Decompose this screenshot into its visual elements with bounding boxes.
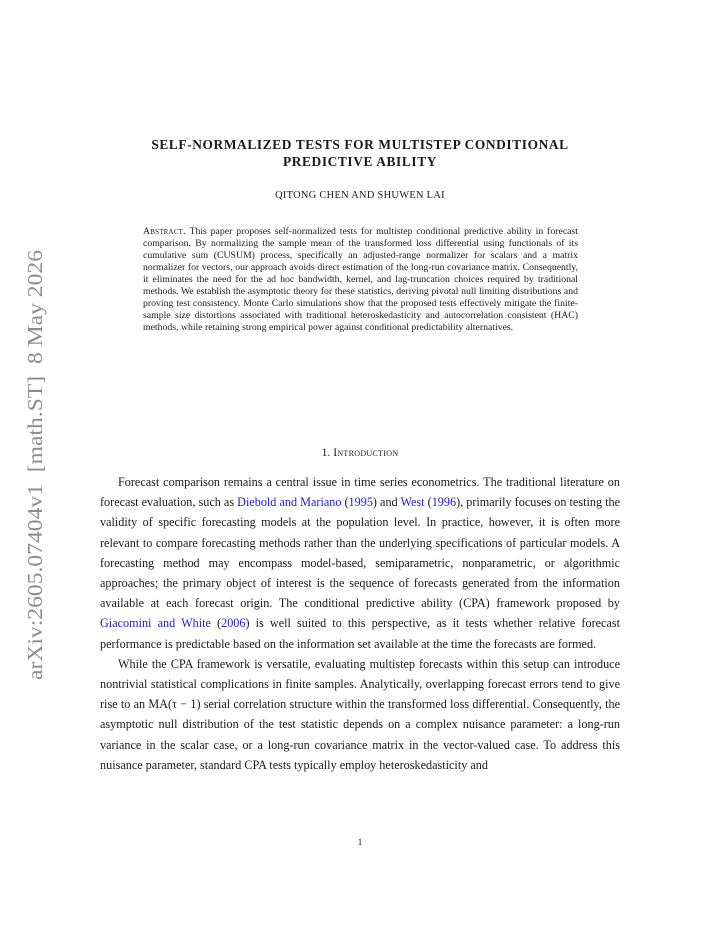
paragraph-text: Forecast comparison remains a central issue in time series econometrics. The traditional literature on forecast evaluation, such as (100, 475, 620, 510)
paragraph-text: ( (210, 616, 222, 631)
section-number: 1. (321, 446, 331, 459)
citation-year-link-1996[interactable]: 1996 (431, 495, 457, 510)
abstract-label: Abstract. (143, 226, 186, 237)
intro-paragraph-1 (100, 472, 620, 654)
section-title: Introduction (333, 446, 399, 459)
abstract (143, 226, 578, 334)
paper-authors: QITONG CHEN AND SHUWEN LAI (275, 190, 445, 201)
paper-title-line-2: PREDICTIVE ABILITY (282, 154, 438, 169)
arxiv-identifier-text: arXiv:2605.07404v1 [math.ST] 8 May 2026 (23, 297, 47, 680)
body-text (100, 472, 620, 775)
page-number: 1 (357, 838, 363, 848)
paragraph-text: ( (341, 495, 349, 510)
citation-year-link-1995[interactable]: 1995 (348, 495, 373, 510)
paragraph-text: ) is well suited to this perspective, as it tests whether relative forecast performance is predictable based on the information set available at the time the forecasts are formed. (100, 616, 620, 651)
intro-paragraph-2: While the CPA framework is versatile, evaluating multistep forecasts within this setup can introduce nontrivial statistical complications in finite samples. Analytically, overlapping forecast errors tend to give rise to an MA(τ − 1) serial correlation structure within the transformed loss differential. Consequently, the asymptotic null distribution of the test statistic depends on a complex nuisance parameter: a long-run variance in the scalar case, or a long-run covariance matrix in the vector-valued case. To address this nuisance parameter, standard CPA tests typically employ heteroskedasticity and (100, 656, 620, 772)
paragraph-text: ( (424, 495, 432, 510)
citation-link-giacomini-white[interactable]: Giacomini and White (100, 616, 211, 631)
paragraph-text: ), primarily focuses on testing the validity of specific forecasting models at the population level. In practice, however, it is often more relevant to compare forecasting methods rather than the underlying specifications of particular models. A forecasting method may encompass model-based, semiparametric, nonparametric, or algorithmic approaches; the primary object of interest is the sequence of forecasts generated from the information available at each forecast origin. The conditional predictive ability (CPA) framework proposed by (100, 495, 620, 611)
section-heading (100, 446, 620, 459)
abstract-paragraph (143, 226, 578, 334)
paragraph-text: ) and (372, 495, 401, 510)
arxiv-identifier-stamp (14, 250, 54, 680)
paper-title-line-1: SELF-NORMALIZED TESTS FOR MULTISTEP CONDITIONAL (151, 137, 569, 152)
citation-link-diebold-mariano[interactable]: Diebold and Mariano (237, 495, 342, 510)
citation-link-west[interactable]: West (400, 495, 425, 510)
paper-title (100, 136, 620, 170)
abstract-text: This paper proposes self-normalized tests for multistep conditional predictive ability in forecast comparison. By normalizing the sample mean of the transformed loss differential using functionals of its cumulative sum (CUSUM) process, specifically an adjusted-range normalizer for scalars and a matrix normalizer for vectors, our approach avoids direct estimation of the long-run covariance matrix. Consequently, it eliminates the need for the ad hoc bandwidth, kernel, and lag-truncation choices required by traditional methods. We establish the asymptotic theory for these statistics, deriving pivotal null limiting distributions and proving test consistency. Monte Carlo simulations show that the proposed tests effectively mitigate the finite-sample size distortions associated with traditional heteroskedasticity and autocorrelation consistent (HAC) methods, while retaining strong empirical power against conditional predictability alternatives. (143, 226, 578, 334)
citation-year-link-2006[interactable]: 2006 (221, 616, 246, 631)
